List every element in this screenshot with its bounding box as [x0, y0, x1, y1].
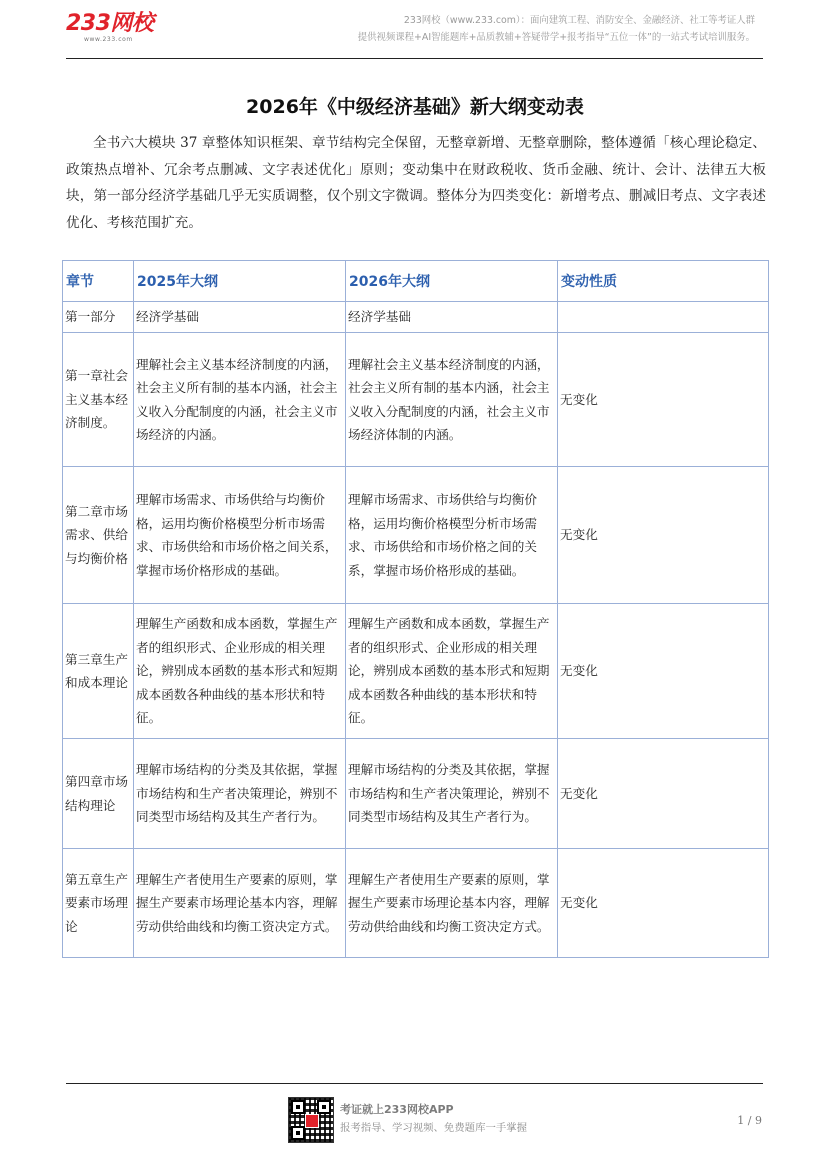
- header-2025-syllabus: 2025年大纲: [134, 261, 346, 302]
- chapter-cell: 第一章社会主义基本经济制度。: [63, 333, 134, 467]
- logo-url: www.233.com: [84, 36, 133, 43]
- new-syllabus-cell: 理解市场需求、市场供给与均衡价格，运用均衡价格模型分析市场需求、市场供给和市场价格之间的关系，掌握市场价格形成的基础。: [346, 467, 558, 604]
- footer-app-subtitle: 报考指导、学习视频、免费题库一手掌握: [340, 1122, 528, 1134]
- header-info: [358, 12, 755, 46]
- page-header: [66, 10, 763, 58]
- table-row: [63, 604, 769, 739]
- change-nature-cell: 无变化: [558, 333, 769, 467]
- qr-finder-icon: [291, 1126, 305, 1140]
- logo-text: 233网校: [66, 11, 154, 36]
- new-syllabus-cell: 理解生产者使用生产要素的原则，掌握生产要素市场理论基本内容，理解劳动供给曲线和均衡工资决定方式。: [346, 849, 558, 958]
- syllabus-change-table: [62, 260, 769, 958]
- footer-app-promo[interactable]: [340, 1101, 527, 1137]
- brand-logo[interactable]: [66, 12, 153, 44]
- chapter-cell: 第五章生产要素市场理论: [63, 849, 134, 958]
- change-nature-cell: 无变化: [558, 849, 769, 958]
- change-nature-cell: 无变化: [558, 739, 769, 849]
- intro-paragraph: 全书六大模块 37 章整体知识框架、章节结构完全保留，无整章新增、无整章删除，整体遵循「核心理论稳定、政策热点增补、冗余考点删减、文字表述优化」原则；变动集中在财政税收、货币金融、统计、会计、法律五大板块，第一部分经济学基础几乎无实质调整，仅个别文字微调。整体分为四类变化：新增考点、删减旧考点、文字表述优化、考核范围扩充。: [66, 135, 766, 231]
- table-row: [63, 739, 769, 849]
- change-nature-cell: 无变化: [558, 467, 769, 604]
- footer-divider: [66, 1083, 763, 1084]
- document-title: 2026年《中级经济基础》新大纲变动表: [246, 96, 584, 118]
- footer-app-title: 考证就上233网校APP: [340, 1103, 454, 1116]
- table-row: [63, 333, 769, 467]
- chapter-cell: 第三章生产和成本理论: [63, 604, 134, 739]
- header-change-nature: 变动性质: [558, 261, 769, 302]
- chapter-cell: 第四章市场结构理论: [63, 739, 134, 849]
- qr-finder-icon: [317, 1100, 331, 1114]
- old-syllabus-cell: 经济学基础: [134, 302, 346, 333]
- old-syllabus-cell: 理解生产函数和成本函数，掌握生产者的组织形式、企业形成的相关理论，辨别成本函数的基本形式和短期成本函数各种曲线的基本形状和特征。: [134, 604, 346, 739]
- header-2026-syllabus: 2026年大纲: [346, 261, 558, 302]
- header-info-line-2: 提供视频课程+AI智能题库+品质教辅+答疑带学+报考指导“五位一体”的一站式考试培训服务。: [357, 32, 755, 43]
- header-divider: [66, 58, 763, 59]
- old-syllabus-cell: 理解市场需求、市场供给与均衡价格，运用均衡价格模型分析市场需求、市场供给和市场价格之间关系，掌握市场价格形成的基础。: [134, 467, 346, 604]
- new-syllabus-cell: 理解社会主义基本经济制度的内涵，社会主义所有制的基本内涵，社会主义收入分配制度的内涵，社会主义市场经济体制的内涵。: [346, 333, 558, 467]
- change-nature-cell: [558, 302, 769, 333]
- qr-finder-icon: [291, 1100, 305, 1114]
- page-number: 1 / 9: [737, 1114, 762, 1127]
- table-row: [63, 849, 769, 958]
- change-nature-cell: 无变化: [558, 604, 769, 739]
- table-row: [63, 302, 769, 333]
- header-info-line-1: 233网校（www.233.com）：面向建筑工程、消防安全、金融经济、社工等考证人群: [403, 15, 755, 26]
- new-syllabus-cell: 理解生产函数和成本函数，掌握生产者的组织形式、企业形成的相关理论，辨别成本函数的基本形式和短期成本函数各种曲线的基本形状和特征。: [346, 604, 558, 739]
- header-chapter: 章节: [63, 261, 134, 302]
- chapter-cell: 第二章市场需求、供给与均衡价格: [63, 467, 134, 604]
- new-syllabus-cell: 理解市场结构的分类及其依据，掌握市场结构和生产者决策理论，辨别不同类型市场结构及其生产者行为。: [346, 739, 558, 849]
- table-header-row: [63, 261, 769, 302]
- new-syllabus-cell: 经济学基础: [346, 302, 558, 333]
- old-syllabus-cell: 理解生产者使用生产要素的原则，掌握生产要素市场理论基本内容，理解劳动供给曲线和均衡工资决定方式。: [134, 849, 346, 958]
- chapter-cell: 第一部分: [63, 302, 134, 333]
- old-syllabus-cell: 理解市场结构的分类及其依据，掌握市场结构和生产者决策理论，辨别不同类型市场结构及其生产者行为。: [134, 739, 346, 849]
- qr-brand-mark-icon: [305, 1114, 319, 1128]
- app-qr-code[interactable]: [288, 1097, 334, 1143]
- old-syllabus-cell: 理解社会主义基本经济制度的内涵，社会主义所有制的基本内涵，社会主义收入分配制度的内涵，社会主义市场经济的内涵。: [134, 333, 346, 467]
- table-row: [63, 467, 769, 604]
